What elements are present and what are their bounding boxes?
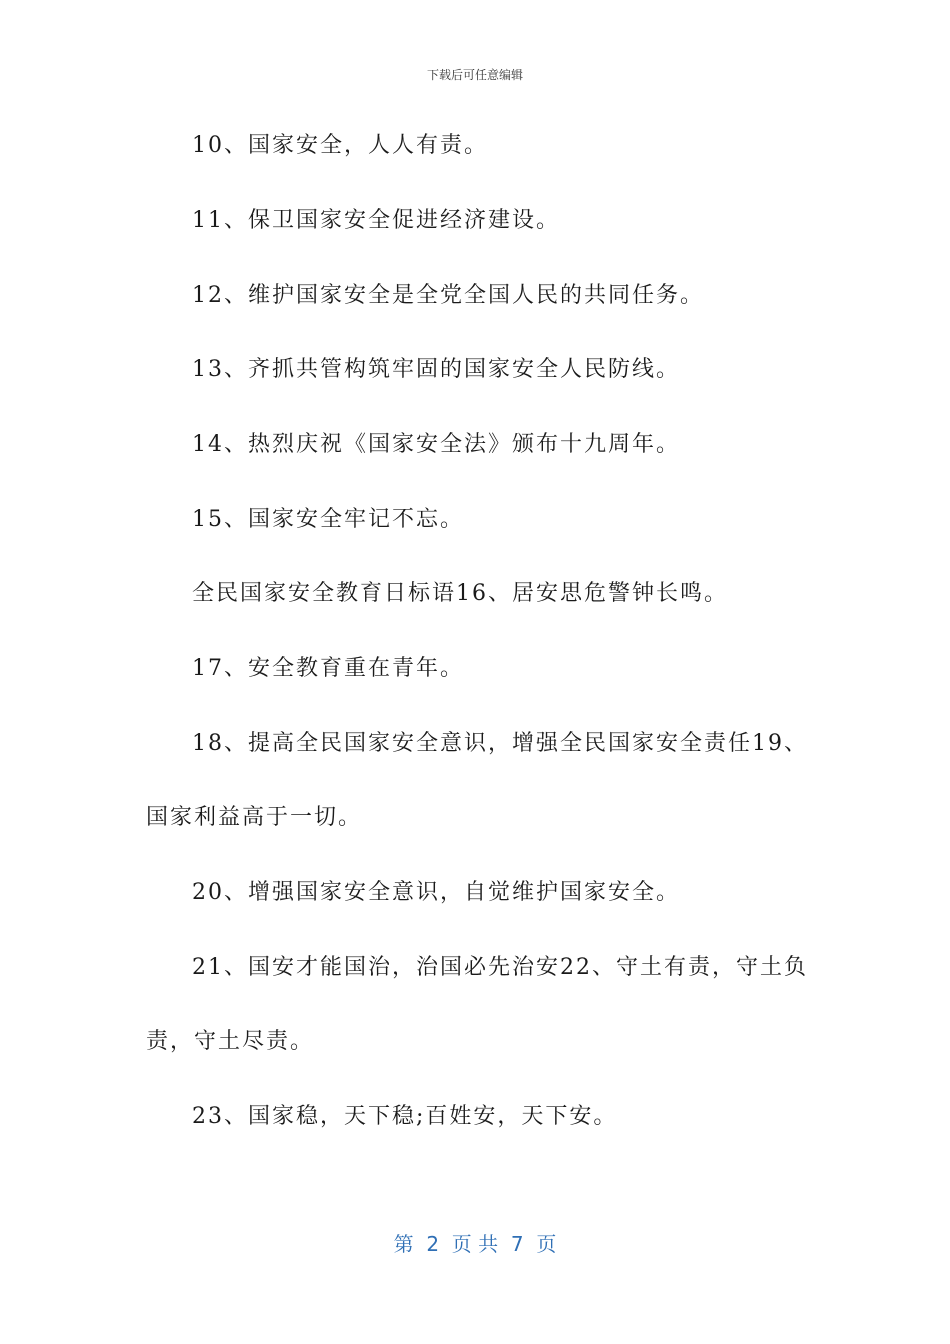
- text-line: 责，守土尽责。: [146, 1029, 315, 1054]
- text-line: 13、齐抓共管构筑牢固的国家安全人民防线。: [192, 357, 680, 382]
- text-line: 14、热烈庆祝《国家安全法》颁布十九周年。: [192, 432, 680, 457]
- text-line: 12、维护国家安全是全党全国人民的共同任务。: [192, 283, 704, 308]
- text-line: 15、国家安全牢记不忘。: [192, 507, 464, 532]
- text-line: 23、国家稳，天下稳;百姓安，天下安。: [192, 1104, 618, 1129]
- text-line: 20、增强国家安全意识，自觉维护国家安全。: [192, 880, 680, 905]
- page-header: 下载后可任意编辑: [426, 68, 523, 82]
- text-line: 18、提高全民国家安全意识，增强全民国家安全责任19、: [192, 731, 808, 756]
- page-footer: 第 2 页 共 7 页: [393, 1232, 557, 1256]
- text-line: 17、安全教育重在青年。: [192, 656, 464, 681]
- text-line: 国家利益高于一切。: [146, 805, 363, 830]
- text-line: 10、国家安全，人人有责。: [192, 133, 488, 158]
- text-line: 21、国安才能国治，治国必先治安22、守土有责，守土负: [192, 955, 808, 980]
- text-line: 11、保卫国家安全促进经济建设。: [192, 208, 560, 233]
- text-line: 全民国家安全教育日标语16、居安思危警钟长鸣。: [192, 581, 728, 606]
